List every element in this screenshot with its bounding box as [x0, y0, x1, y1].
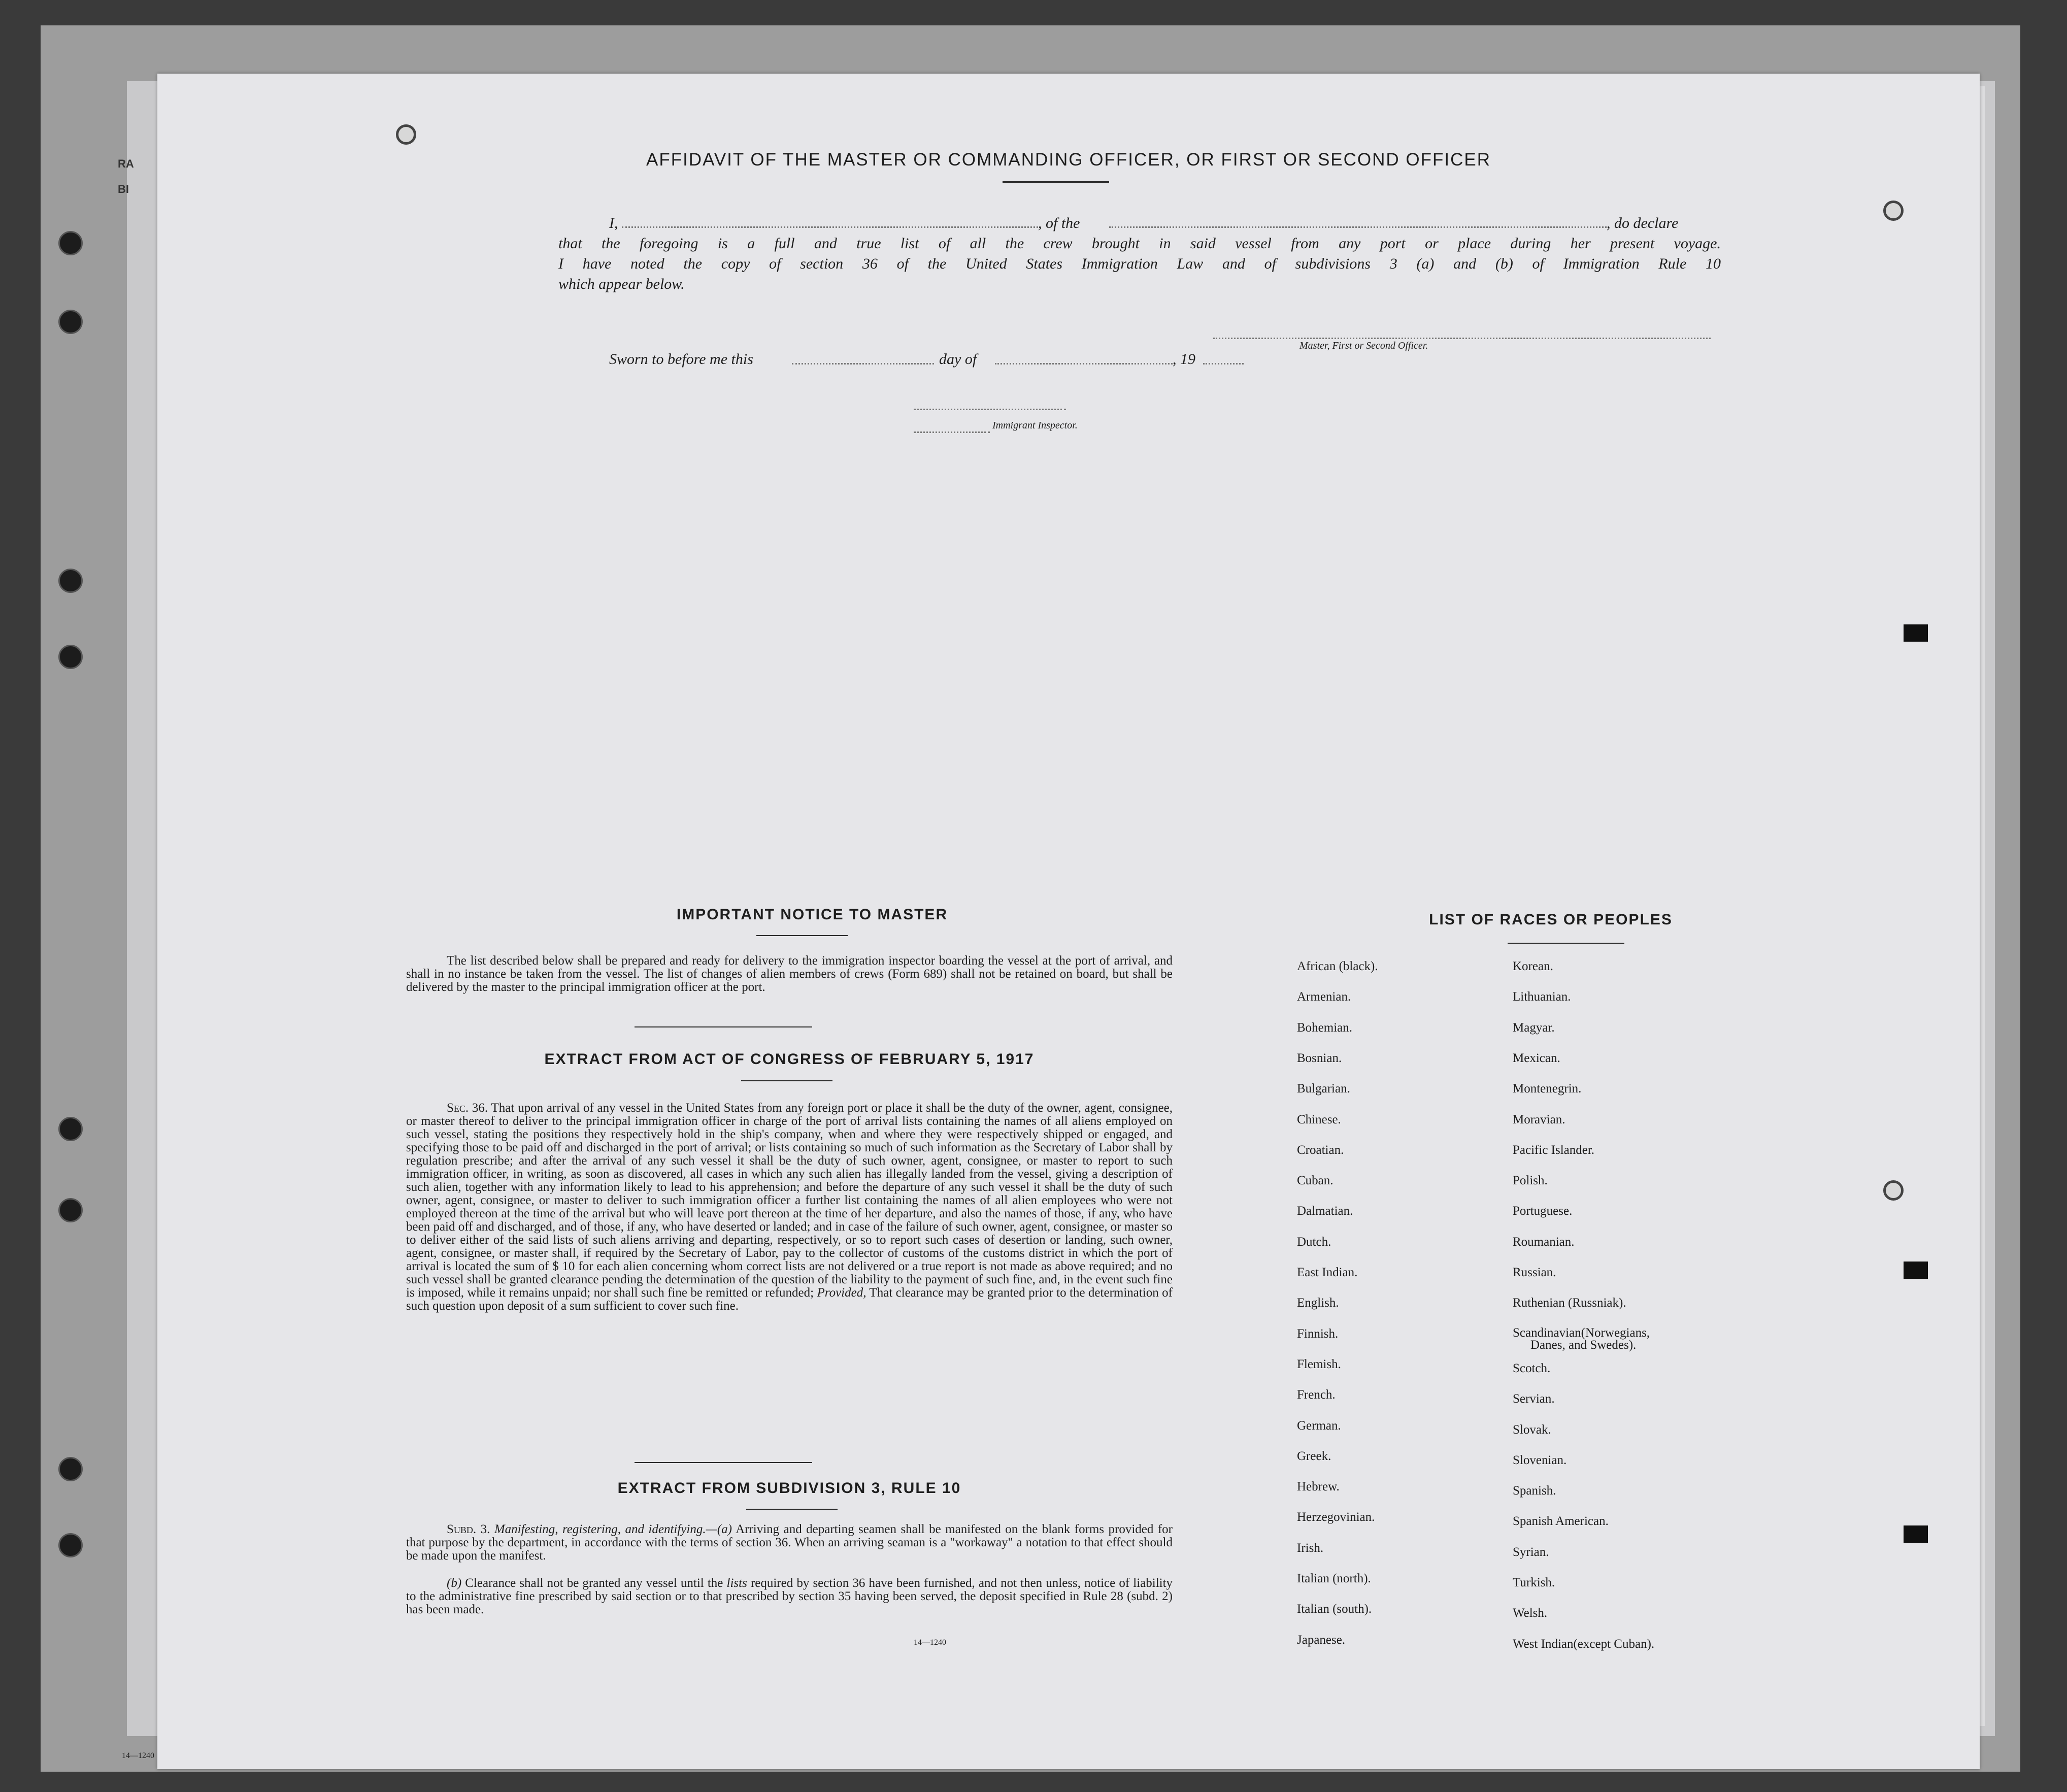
race-item: Korean.	[1513, 959, 1553, 973]
declaration-line-1: that the foregoing is a full and true list of all the crew brought in said vessel from any port or place during her present voyage.	[558, 235, 1721, 252]
race-item: Slovak.	[1513, 1422, 1551, 1437]
document-page	[157, 74, 1980, 1769]
name-blank[interactable]	[622, 216, 1038, 228]
race-item: Magyar.	[1513, 1020, 1555, 1035]
race-item: Lithuanian.	[1513, 990, 1571, 1004]
form-number: 14—1240	[914, 1638, 946, 1647]
race-item: Croatian.	[1297, 1143, 1344, 1157]
race-item: Roumanian.	[1513, 1235, 1575, 1249]
race-item: East Indian.	[1297, 1266, 1358, 1279]
race-item: Italian (south).	[1297, 1602, 1372, 1616]
sworn-month-blank[interactable]	[995, 353, 1173, 364]
race-item: English.	[1297, 1296, 1339, 1310]
sworn-year-prefix: , 19	[1173, 351, 1195, 368]
master-signature-blank[interactable]	[1213, 327, 1711, 339]
affidavit-title: AFFIDAVIT OF THE MASTER OR COMMANDING OFFICER, OR FIRST OR SECOND OFFICER	[646, 150, 1491, 170]
title-divider	[1003, 181, 1109, 183]
race-item: West Indian(except Cuban).	[1513, 1637, 1655, 1651]
do-declare-label: , do declare	[1607, 215, 1679, 231]
race-item: Spanish American.	[1513, 1514, 1609, 1529]
inspector-signature-blank-2[interactable]	[914, 421, 990, 433]
race-item-continuation: Danes, and Swedes).	[1530, 1338, 1637, 1352]
race-item: Japanese.	[1297, 1633, 1346, 1647]
race-item: Scandinavian(Norwegians,	[1513, 1325, 1650, 1340]
race-item: Armenian.	[1297, 990, 1351, 1004]
race-item: Bulgarian.	[1297, 1082, 1350, 1096]
i-label: I,	[609, 215, 618, 231]
binder-hole	[58, 310, 83, 334]
races-title: LIST OF RACES OR PEOPLES	[1429, 911, 1673, 928]
rule-extract-title: EXTRACT FROM SUBDIVISION 3, RULE 10	[617, 1480, 961, 1497]
race-item: Irish.	[1297, 1541, 1324, 1555]
punch-hole	[1883, 1180, 1904, 1201]
rule-extract-divider	[746, 1509, 838, 1510]
race-item: Chinese.	[1297, 1112, 1341, 1126]
race-item: Dutch.	[1297, 1235, 1331, 1249]
race-item: Turkish.	[1513, 1576, 1555, 1589]
rule-b-body-1: Clearance shall not be granted any vessel until the	[465, 1576, 723, 1590]
sworn-prefix: Sworn to before me this	[609, 351, 753, 368]
left-fragment-1: RA	[118, 157, 134, 170]
notice-title: IMPORTANT NOTICE TO MASTER	[676, 906, 948, 923]
race-item: Syrian.	[1513, 1545, 1549, 1559]
race-item: Hebrew.	[1297, 1480, 1340, 1494]
act-end-divider	[635, 1462, 812, 1463]
rule-extract-text-b	[406, 1577, 1173, 1616]
race-item: Russian.	[1513, 1266, 1556, 1279]
punch-hole	[1883, 201, 1904, 221]
race-item: Bosnian.	[1297, 1051, 1342, 1065]
provided-label: Provided,	[817, 1286, 866, 1300]
race-item: Polish.	[1513, 1174, 1548, 1188]
sworn-day-blank[interactable]	[792, 353, 934, 364]
subd-heading: Manifesting, registering, and identifying.—(a)	[494, 1522, 732, 1536]
act-extract-text	[406, 1102, 1173, 1313]
race-item: Portuguese.	[1513, 1204, 1573, 1218]
rule-a-body: Arriving and departing seamen shall be manifested on the blank forms provided for that purpose by the department, in accordance with the terms of section 36. When an arriving seaman is a "workaway" a notation to that effect should be made upon the manifest.	[406, 1522, 1173, 1563]
race-item: Slovenian.	[1513, 1453, 1567, 1467]
binder-hole	[58, 645, 83, 669]
notice-text: The list described below shall be prepared and ready for delivery to the immigration inspector boarding the vessel at the port of arrival, and shall in no instance be taken from the vessel. The list of changes of alien members of crews (Form 689) shall not be retained on board, but shall be delivered by the master to the principal immigration officer at the port.	[406, 954, 1173, 994]
outer-form-number: 14—1240	[122, 1751, 154, 1760]
race-item: Greek.	[1297, 1449, 1331, 1463]
left-fragment-2: BI	[118, 183, 129, 195]
race-item: Montenegrin.	[1513, 1082, 1582, 1096]
declaration-line-3: which appear below.	[558, 276, 685, 292]
master-signature-label: Master, First or Second Officer.	[1299, 340, 1428, 351]
race-item: Ruthenian (Russniak).	[1513, 1296, 1626, 1310]
act-extract-title: EXTRACT FROM ACT OF CONGRESS OF FEBRUARY 5, 1917	[544, 1051, 1035, 1068]
notice-divider	[635, 1026, 812, 1027]
binder-hole	[58, 1457, 83, 1481]
notice-title-divider	[756, 935, 848, 936]
lists-word: lists	[726, 1576, 747, 1590]
race-item: Dalmatian.	[1297, 1204, 1353, 1218]
edge-mark	[1904, 1262, 1928, 1279]
act-extract-body-end: That clearance may be granted prior to the determination of such question upon deposit of a sum sufficient to cover such fine.	[406, 1286, 1173, 1313]
b-label: (b)	[447, 1576, 462, 1590]
race-item: Welsh.	[1513, 1606, 1548, 1620]
subd-label: Subd. 3.	[447, 1522, 490, 1536]
sworn-year-blank[interactable]	[1203, 353, 1244, 364]
binder-hole	[58, 1533, 83, 1557]
rule-b-body-2: required by section 36 have been furnished, and not then unless, notice of liability to the administrative fine prescribed by said section or to that prescribed by section 35 having been served, the deposit specified in Rule 28 (subd. 2) has been made.	[406, 1576, 1173, 1616]
race-item: Cuban.	[1297, 1174, 1333, 1188]
race-item: African (black).	[1297, 959, 1378, 973]
race-item: Servian.	[1513, 1392, 1555, 1406]
sec-label: Sec. 36.	[447, 1101, 488, 1115]
race-item: Pacific Islander.	[1513, 1143, 1595, 1157]
binder-hole	[58, 1117, 83, 1141]
rule-extract-text-a	[406, 1523, 1173, 1563]
race-item: Scotch.	[1513, 1361, 1551, 1375]
inspector-label: Immigrant Inspector.	[992, 420, 1078, 431]
race-item: German.	[1297, 1418, 1341, 1433]
race-item: Bohemian.	[1297, 1020, 1353, 1035]
binder-hole	[58, 1198, 83, 1222]
race-item: Moravian.	[1513, 1112, 1565, 1126]
binder-hole	[58, 569, 83, 593]
act-extract-body: That upon arrival of any vessel in the United States from any foreign port or place it shall be the duty of the owner, agent, consignee, or master thereof to deliver to the principal immigration officer in charge of the port of arrival lists containing the names of all aliens employed on such vessel, stating the positions they respectively hold in the ship's company, when and where they were respectively shipped or engaged, and specifying those to be paid off and discharged in the port of arrival; or lists containing so much of such information as the Secretary of Labor shall by regulation prescribe; and after the arrival of any such vessel it shall be the duty of such owner, agent, consignee, or master to report to such immigration officer, in writing, as soon as discovered, all cases in which any such alien has illegally landed from the vessel, giving a description of such alien, together with any information likely to lead to his apprehension; and before the departure of any such vessel it shall be the duty of such owner, agent, consignee, or master to deliver to such immigration officer a further list containing the names of all alien employees who were not employed thereon at the time of the arrival but who will leave port thereon at the time of her departure, and also the names of those, if any, who have been paid off and discharged, and of those, if any, who have deserted or landed; and in case of the failure of such owner, agent, consignee, or master so to deliver either of the said lists of such aliens arriving and departing, respectively, or so to report such cases of desertion or landing, such owner, agent, consignee, or master shall, if required by the Secretary of Labor, pay to the collector of customs of the customs district in which the port of arrival is located the sum of $ 10 for each alien concerning whom correct lists are not delivered or a true report is not made as above required; and no such vessel shall be granted clearance pending the determination of the question of the liability to the payment of such fine, and, in the event such fine is imposed, while it remains unpaid; nor shall such fine be remitted or refunded;	[406, 1101, 1173, 1300]
race-item: Flemish.	[1297, 1357, 1341, 1371]
inspector-signature-blank[interactable]	[914, 399, 1066, 410]
declaration-name-line	[558, 213, 1721, 234]
binder-hole	[58, 231, 83, 255]
race-item: Italian (north).	[1297, 1572, 1371, 1585]
edge-mark	[1904, 624, 1928, 642]
of-the-label: , of the	[1038, 215, 1080, 231]
edge-mark	[1904, 1525, 1928, 1543]
sworn-day-of: day of	[939, 351, 977, 368]
race-item: Finnish.	[1297, 1326, 1339, 1341]
act-extract-divider	[741, 1080, 832, 1081]
race-item: Spanish.	[1513, 1484, 1556, 1498]
race-item: French.	[1297, 1388, 1336, 1402]
vessel-blank[interactable]	[1109, 216, 1607, 228]
race-item: Mexican.	[1513, 1051, 1560, 1065]
race-item: Herzegovinian.	[1297, 1510, 1375, 1524]
declaration-line-2: I have noted the copy of section 36 of the United States Immigration Law and of subdivisions 3 (a) and (b) of Immigration Rule 10	[558, 255, 1721, 272]
punch-hole	[396, 124, 416, 145]
races-title-divider	[1508, 943, 1624, 944]
declaration-block	[558, 213, 1721, 294]
